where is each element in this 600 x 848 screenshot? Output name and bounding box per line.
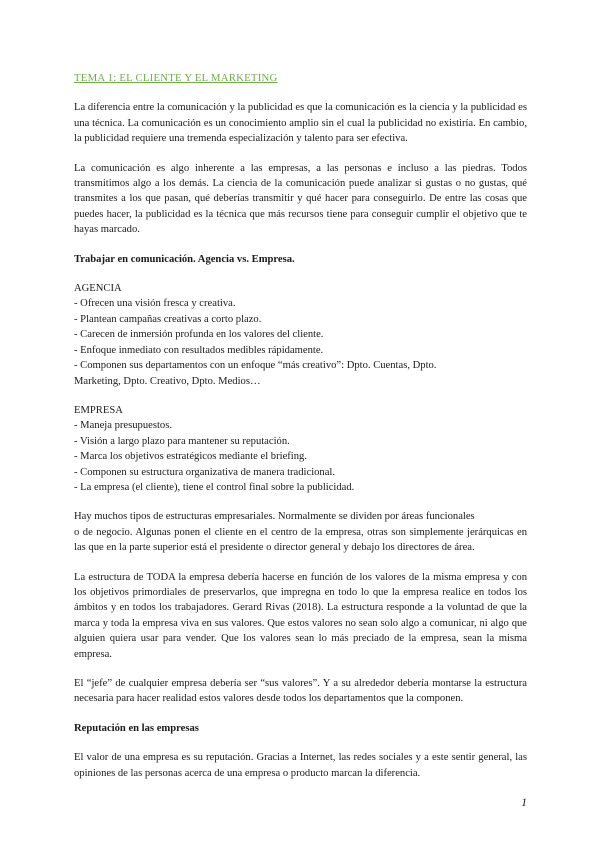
section-heading-reputacion: Reputación en las empresas xyxy=(74,722,199,734)
document-title: TEMA 1: EL CLIENTE Y EL MARKETING xyxy=(74,72,278,84)
structure-paragraph-line: o de negocio. Algunas ponen el cliente en el centro de la empresa, otras son simplemente jerárquicas en las que en la parte superior está el presidente o director general y debajo los directores de área. xyxy=(74,526,527,554)
values-paragraph-1: La estructura de TODA la empresa debería hacerse en función de los valores de la misma empresa y con los objetivos primordiales de preservarlos, que impregna en todo lo que la empresa realice en todos los ámbitos y en todos los trabajadores. Gerard Rivas (2018). La estructura responde a la voluntad de que la marca y toda la empresa viva en sus valores. Que estos valores no sean solo algo a comunicar, ni algo que alguien quiera usar para vender. Que los valores sean lo más preciado de la empresa, sean la misma empresa. xyxy=(74,571,527,660)
structure-paragraph xyxy=(74,509,527,555)
agencia-list-item: - Enfoque inmediato con resultados medibles rápidamente. xyxy=(74,344,324,356)
empresa-list-item: - Maneja presupuestos. xyxy=(74,420,172,432)
empresa-list-item: - Marca los objetivos estratégicos mediante el briefing. xyxy=(74,451,307,463)
intro-paragraph-2: La comunicación es algo inherente a las empresas, a las personas e incluso a las piedras. Todos transmitimos algo a los demás. La ciencia de la comunicación puede analizar si gustas o no gustas, qué transmites a los que pasan, qué deberías transmitir y qué hacer para conseguirlo. De entre las cosas que puedes hacer, la publicidad es la técnica que más recursos tiene para conseguir cumplir el objetivo que te hayas marcado. xyxy=(74,162,527,236)
section-heading-agencia-empresa: Trabajar en comunicación. Agencia vs. Empresa. xyxy=(74,253,295,265)
values-paragraph-2: El “jefe” de cualquier empresa debería ser “sus valores”. Y a su alrededor debería montarse la estructura necesaria para hacer realidad estos valores desde todos los departamentos que la componen. xyxy=(74,678,527,705)
empresa-label: EMPRESA xyxy=(74,404,123,416)
agencia-list-item: - Componen sus departamentos con un enfoque “más creativo”: Dpto. Cuentas, Dpto. xyxy=(74,360,437,372)
empresa-list-item: - Componen su estructura organizativa de manera tradicional. xyxy=(74,466,336,478)
structure-paragraph-line: Hay muchos tipos de estructuras empresariales. Normalmente se dividen por áreas funcionales xyxy=(74,511,475,523)
empresa-list xyxy=(74,418,527,495)
agencia-list-item: - Carecen de inmersión profunda en los valores del cliente. xyxy=(74,329,324,341)
agencia-list-item: - Ofrecen una visión fresca y creativa. xyxy=(74,298,236,310)
agencia-label: AGENCIA xyxy=(74,283,122,295)
agencia-list-item: - Plantean campañas creativas a corto plazo. xyxy=(74,313,262,325)
reputation-paragraph: El valor de una empresa es su reputación. Gracias a Internet, las redes sociales y a este sentir general, las opiniones de las personas acerca de una empresa o producto marcan la diferencia. xyxy=(74,752,527,779)
intro-paragraph-1: La diferencia entre la comunicación y la publicidad es que la comunicación es la ciencia y la publicidad es una técnica. La comunicación es un conocimiento amplio sin el cual la publicidad no existiría. En cambio, la publicidad requiere una tremenda especialización y talento para ser efectiva. xyxy=(74,102,527,145)
empresa-list-item: - Visión a largo plazo para mantener su reputación. xyxy=(74,435,290,447)
page-number: 1 xyxy=(521,797,527,809)
agencia-list xyxy=(74,296,527,388)
agencia-list-item: Marketing, Dpto. Creativo, Dpto. Medios… xyxy=(74,375,261,387)
empresa-list-item: - La empresa (el cliente), tiene el control final sobre la publicidad. xyxy=(74,481,355,493)
